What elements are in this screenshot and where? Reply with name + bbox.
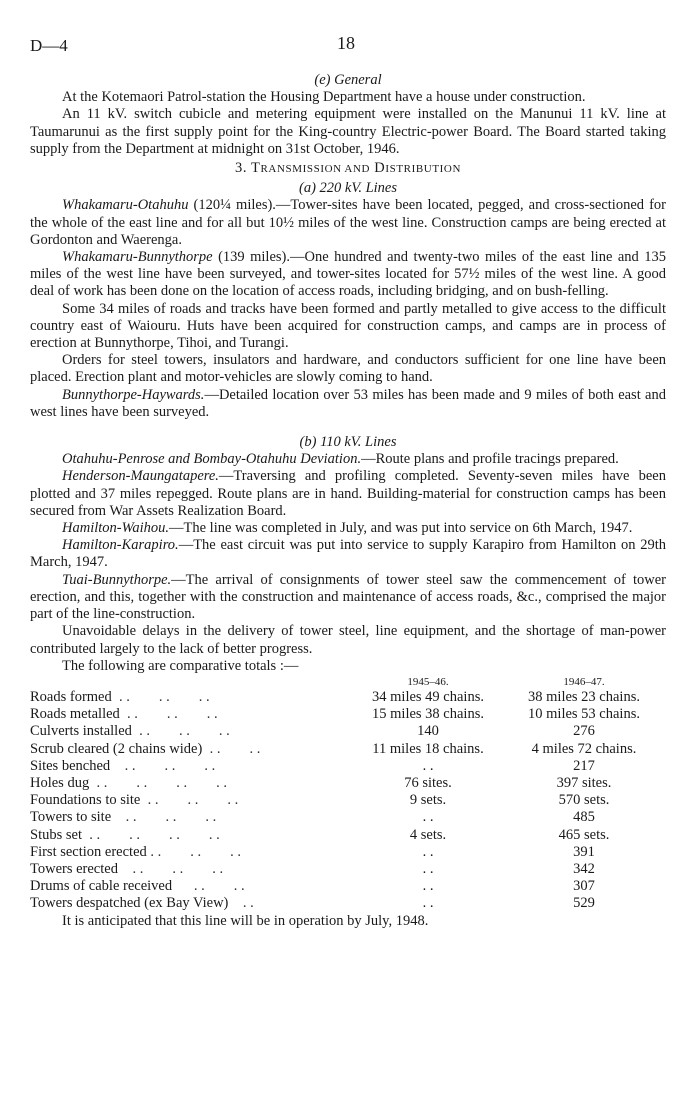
closing-sentence: It is anticipated that this line will be in operation by July, 1948. [62,912,429,929]
row-label: Roads metalled . . . . . . [30,706,218,723]
value-1945-46: 140 [417,723,439,740]
row-label: Holes dug . . . . . . . . [30,774,227,791]
sub-110kv-heading: (b) 110 kV. Lines [299,434,397,451]
report-code: D—4 [30,36,68,55]
value-1946-47: 217 [573,757,595,774]
value-1946-47: 465 sets. [558,826,610,843]
value-1945-46: 15 miles 38 chains. [372,706,484,723]
table-row [30,861,666,878]
row-label: Culverts installed . . . . . . [30,723,230,740]
paragraph-hamilton-waihou: Hamilton-Waihou.—The line was completed in July, and was put into service on 6th March, 1947. [62,520,633,537]
value-1946-47: 4 miles 72 chains. [531,740,637,757]
paragraph-hamilton-karapiro: Hamilton-Karapiro.—The east circuit was put into service to supply Karapiro from Hamilton on 29th March, 1947. [30,537,666,571]
paragraph-whakamaru-bunnythorpe: Whakamaru-Bunnythorpe (139 miles).—One hundred and twenty-two miles of the east line and 135 miles of the west line have been surveyed, and tower-sites located for 57½ miles of the west line. A good deal of work has been done on the location of access roads, including bridging, and on bush-felling. [30,249,666,300]
general-heading: (e) General [314,72,382,88]
row-label: Scrub cleared (2 chains wide) . . . . [30,740,261,757]
row-label: Drums of cable received . . . . [30,878,245,895]
paragraph-roads-tracks: Some 34 miles of roads and tracks have been formed and partly metalled to give access to the difficult country east of Waiouru. Huts have been acquired for construction camps, and camps are in process of erection at Bunnythorpe, Tihoi, and Turangi. [30,300,666,352]
row-label: First section erected . . . . . . [30,843,242,860]
sub-220kv-heading: (a) 220 kV. Lines [298,180,397,197]
paragraph-comparative-intro: The following are comparative totals :— [62,657,299,674]
table-row [30,689,666,706]
value-1946-47: 570 sets. [558,792,610,809]
value-1945-46: . . [422,843,434,860]
table-row [30,844,666,861]
table-row [30,809,666,826]
paragraph-otahuhu-penrose: Otahuhu-Penrose and Bombay-Otahuhu Deviation.—Route plans and profile tracings prepared. [62,451,619,468]
row-label: Towers despatched (ex Bay View) . . [30,895,254,912]
table-row [30,895,666,912]
row-label: Foundations to site . . . . . . [30,792,239,809]
value-1945-46: 11 miles 18 chains. [372,740,484,757]
table-row [30,741,666,758]
value-1945-46: . . [422,809,434,826]
table-header-row [30,676,666,689]
paragraph-delays: Unavoidable delays in the delivery of tower steel, line equipment, and the shortage of man-power contributed largely to the lack of better progress. [30,623,666,657]
paragraph-orders: Orders for steel towers, insulators and hardware, and conductors sufficient for one line have been placed. Erection plant and motor-vehicles are slowly coming to hand. [30,352,666,386]
row-label: Sites benched . . . . . . [30,757,216,774]
page-number: 18 [337,33,355,53]
row-label: Towers to site . . . . . . [30,809,217,826]
value-1946-47: 38 miles 23 chains. [528,688,640,705]
section-3-heading: 3. TRANSMISSION AND DISTRIBUTION [234,160,462,177]
paragraph-henderson-maungatapere: Henderson-Maungatapere.—Traversing and profiling completed. Seventy-seven miles have been plotted and 37 miles repegged. Route plans are in hand. Building-material for construction camps has been secured from War Assets Realization Board. [30,468,666,519]
value-1946-47: 529 [573,895,595,912]
general-paragraph-1: At the Kotemaori Patrol-station the Housing Department have a house under construction. [62,89,586,106]
comparative-totals-table [30,676,666,913]
column-header-1945-46: 1945–46. [407,675,449,688]
table-row [30,723,666,740]
value-1945-46: 9 sets. [409,792,447,809]
table-row [30,758,666,775]
value-1945-46: . . [422,878,434,895]
table-row [30,878,666,895]
value-1945-46: 76 sites. [404,774,452,791]
value-1946-47: 391 [573,843,595,860]
value-1946-47: 10 miles 53 chains. [528,706,640,723]
row-label: Stubs set . . . . . . . . [30,826,220,843]
paragraph-bunnythorpe-haywards: Bunnythorpe-Haywards.—Detailed location over 53 miles has been made and 9 miles of both east and west lines have been surveyed. [30,386,666,420]
table-row [30,792,666,809]
paragraph-whakamaru-otahuhu: Whakamaru-Otahuhu (120¼ miles).—Tower-sites have been located, pegged, and cross-sectioned for the whole of the east line and for all but 10½ miles of the west line. Construction camps are being erected at Gordonton and Waerenga. [30,197,666,248]
value-1946-47: 276 [573,723,595,740]
row-label: Roads formed . . . . . . [30,688,210,705]
table-row [30,775,666,792]
value-1946-47: 397 sites. [556,774,612,791]
paragraph-tuai-bunnythorpe: Tuai-Bunnythorpe.—The arrival of consignments of tower steel saw the commencement of tower erection, and this, together with the construction and maintenance of access roads, &c., comprised the major part of the line-construction. [30,571,666,623]
column-header-1946-47: 1946–47. [563,675,605,688]
table-row [30,706,666,723]
value-1946-47: 485 [573,809,595,826]
general-paragraph-2: An 11 kV. switch cubicle and metering equipment were installed on the Manunui 11 kV. line at Taumarunui as the first supply point for the King-country Electric-power Board. The Board started taking supply from the Department at midnight on 31st October, 1946. [30,106,666,157]
value-1945-46: . . [422,895,434,912]
value-1945-46: . . [422,860,434,877]
value-1946-47: 342 [573,860,595,877]
value-1945-46: 34 miles 49 chains. [372,688,484,705]
value-1945-46: . . [422,757,434,774]
value-1946-47: 307 [573,878,595,895]
row-label: Towers erected . . . . . . [30,860,224,877]
table-row [30,827,666,844]
value-1945-46: 4 sets. [409,826,447,843]
page-body [30,72,666,930]
